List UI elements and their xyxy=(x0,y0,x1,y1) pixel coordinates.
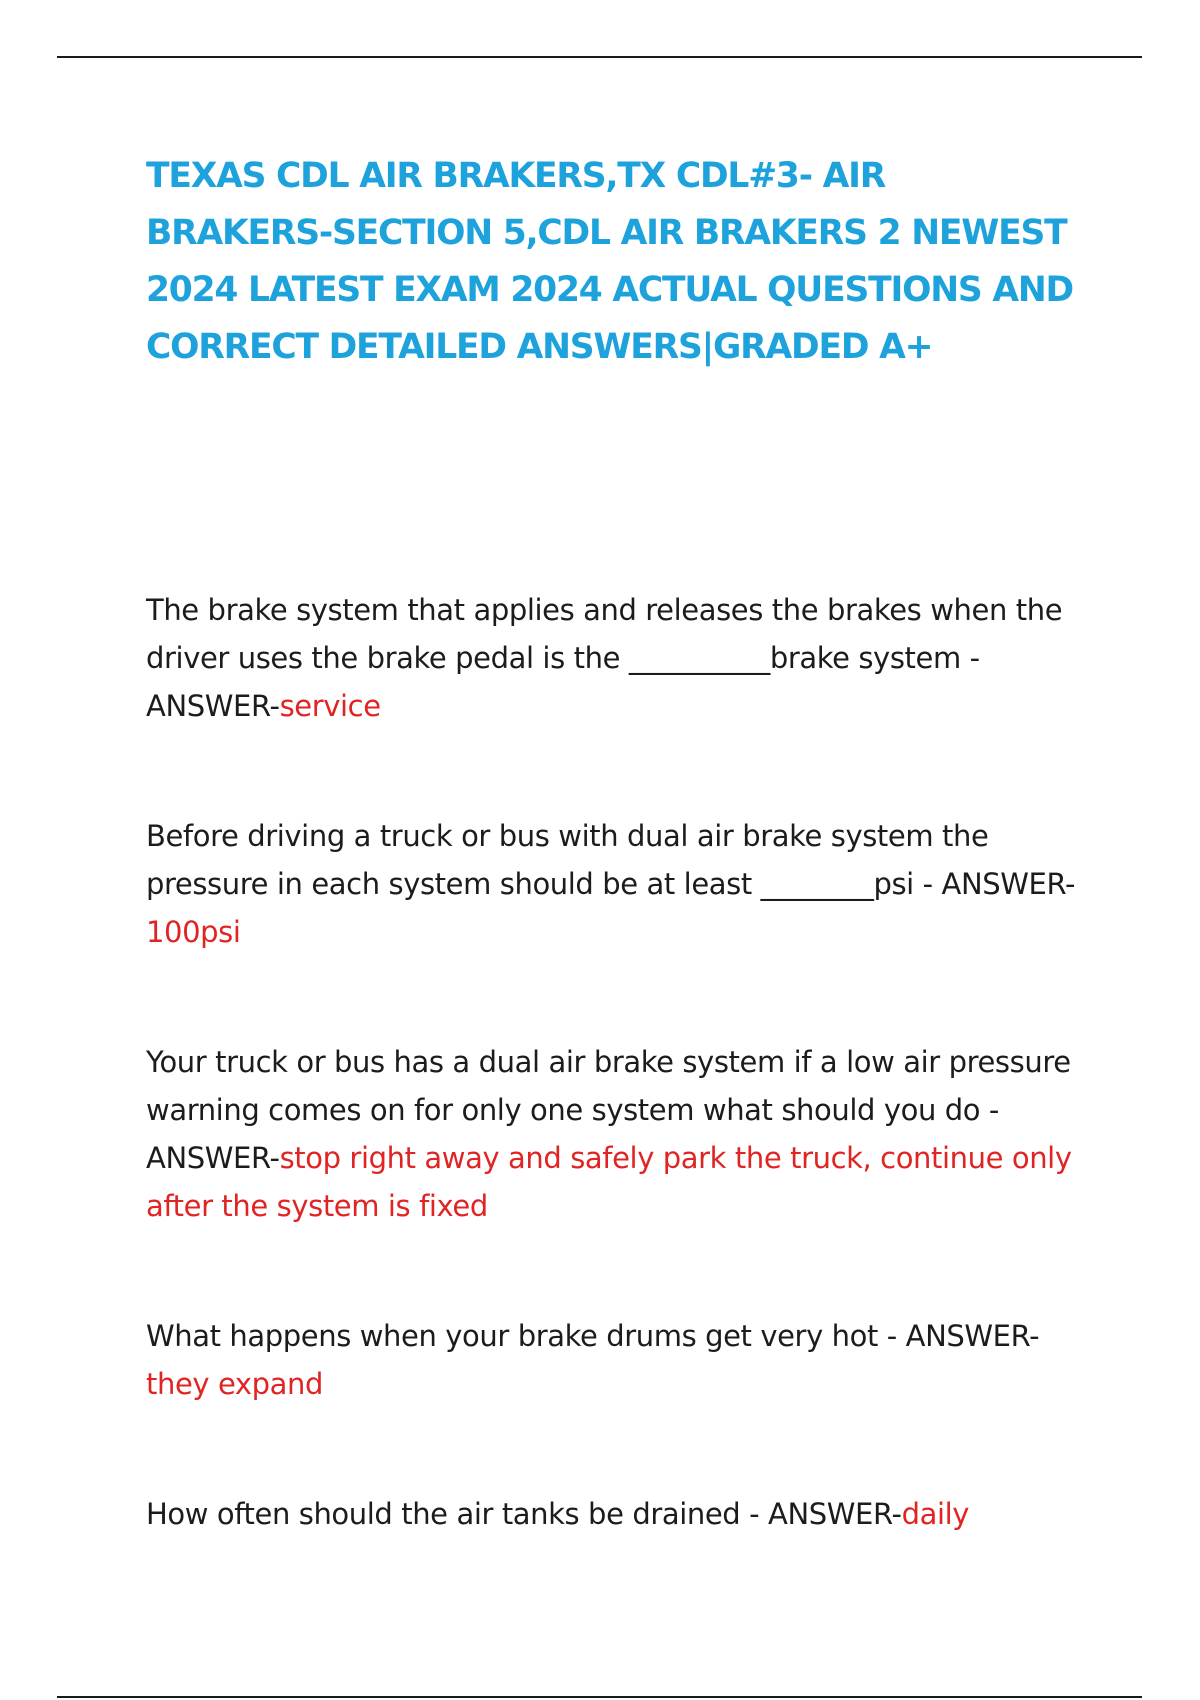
top-divider xyxy=(57,56,1142,58)
question-text: How often should the air tanks be drained - ANSWER- xyxy=(146,1497,902,1531)
answer-text: they expand xyxy=(146,1367,324,1401)
bottom-divider xyxy=(57,1696,1142,1698)
answer-text: daily xyxy=(901,1497,970,1531)
question-text: What happens when your brake drums get very hot - ANSWER- xyxy=(146,1319,1040,1353)
answer-text: 100psi xyxy=(146,915,241,949)
document-title: TEXAS CDL AIR BRAKERS,TX CDL#3- AIR BRAKERS-SECTION 5,CDL AIR BRAKERS 2 NEWEST 2024 LATEST EXAM 2024 ACTUAL QUESTIONS AND CORRECT DETAILED ANSWERS|GRADED A+ xyxy=(146,156,1073,367)
answer-text: stop right away and safely park the truck, continue only after the system is fixed xyxy=(146,1141,1072,1223)
question-text: Before driving a truck or bus with dual air brake system the pressure in each system should be at least ________psi - ANSWER- xyxy=(146,819,1076,901)
qa-item xyxy=(146,1312,1076,1408)
qa-item xyxy=(146,1490,1076,1538)
qa-item xyxy=(146,1038,1076,1230)
qa-item xyxy=(146,586,1076,730)
question-text: Your truck or bus has a dual air brake system if a low air pressure warning comes on for only one system what should you do - ANSWER- xyxy=(146,1045,1071,1175)
question-text: The brake system that applies and releases the brakes when the driver uses the brake pedal is the __________brake system - ANSWER- xyxy=(146,593,1063,723)
answer-text: service xyxy=(279,689,381,723)
qa-list xyxy=(146,586,1076,1538)
qa-item xyxy=(146,812,1076,956)
